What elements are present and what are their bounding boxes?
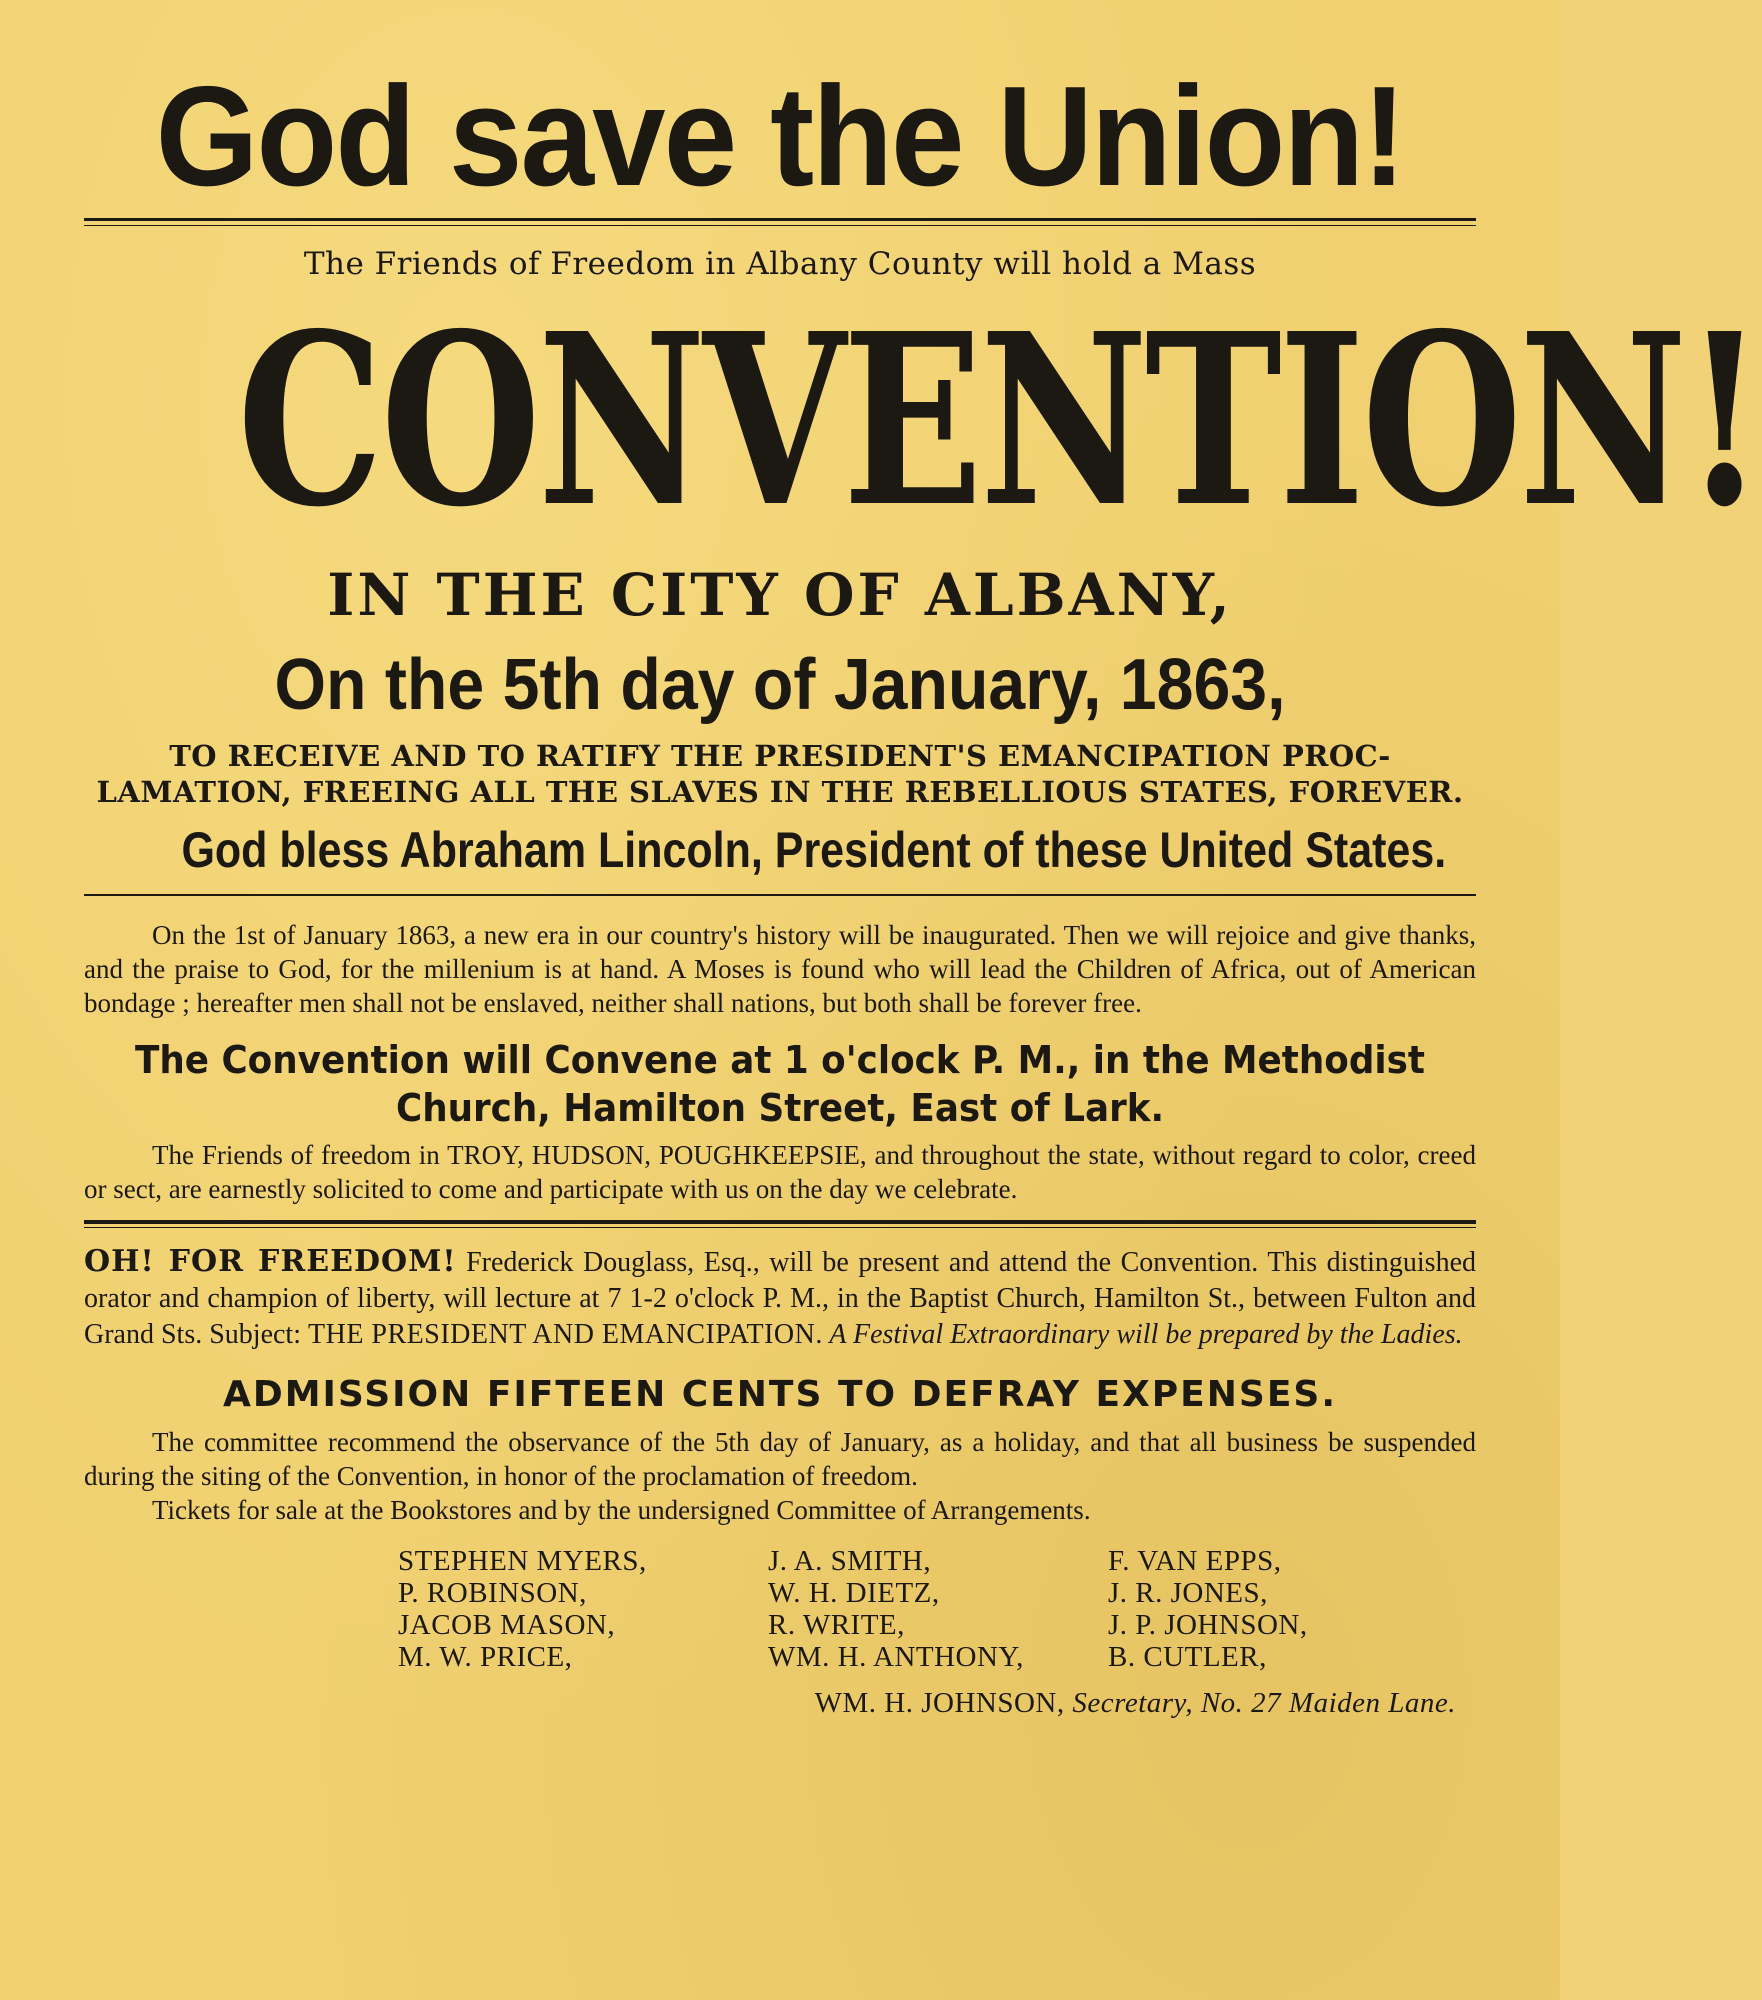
purpose-line-2: LAMATION, FREEING ALL THE SLAVES IN THE REBELLIOUS STATES, FOREVER. [96,775,1464,809]
secretary-line [84,1687,1476,1719]
committee-column [398,1545,768,1673]
douglass-body: Frederick Douglass, Esq., will be present and attend the Convention. This distinguished orator and champion of liberty, will lecture at 7 1-2 o'clock P. M., in the Baptist Church, Hamilton St., between Fulton and Grand Sts. Subject: [84,1247,1477,1350]
committee-member: J. A. SMITH, [768,1545,932,1577]
poster-headline: God save the Union! [155,57,1405,216]
convention-title: CONVENTION! [237,281,1762,559]
admission-notice: ADMISSION FIFTEEN CENTS TO DEFRAY EXPENSES. [222,1374,1338,1415]
committee-member: B. CUTLER, [1108,1641,1267,1673]
section-divider-1 [84,894,1476,896]
committee-member: M. W. PRICE, [398,1641,573,1673]
section-divider-2 [84,1220,1476,1228]
committee-member: STEPHEN MYERS, [398,1545,647,1577]
convene-notice: The Convention will Convene at 1 o'clock P. M., in the Methodist Church, Hamilton Street, East of Lark. [135,1038,1425,1130]
lecture-subject: THE PRESIDENT AND EMANCIPATION. [308,1319,823,1350]
committee-list [398,1545,1476,1673]
date-line: On the 5th day of January, 1863, [274,645,1286,725]
committee-column [1108,1545,1448,1673]
festival-note: A Festival Extraordinary will be prepared by the Ladies. [822,1319,1463,1350]
douglass-paragraph [84,1244,1476,1353]
committee-member: J. R. JONES, [1108,1577,1268,1609]
tickets-line: Tickets for sale at the Bookstores and by the undersigned Committee of Arrangements. [152,1495,1091,1525]
committee-member: W. H. DIETZ, [768,1577,940,1609]
committee-member: J. P. JOHNSON, [1108,1609,1308,1641]
committee-member: F. VAN EPPS, [1108,1545,1282,1577]
city-line: IN THE CITY OF ALBANY, [327,561,1233,629]
committee-column [768,1545,1108,1673]
headline-divider [84,218,1476,226]
new-era-paragraph: On the 1st of January 1863, a new era in our country's history will be inaugurated. Then we will rejoice and give thanks, and the praise to God, for the millenium is at hand. A Moses is found who will lead the Children of Africa, out of American bondage ; hereafter men shall not be enslaved, neither shall nations, but both shall be forever free. [84,920,1476,1018]
committee-member: WM. H. ANTHONY, [768,1641,1024,1673]
committee-member: P. ROBINSON, [398,1577,587,1609]
friends-paragraph: The Friends of freedom in TROY, HUDSON, POUGHKEEPSIE, and throughout the state, without regard to color, creed or sect, are earnestly solicited to come and participate with us on the day we celebrate. [84,1140,1476,1204]
secretary-title: Secretary, No. 27 Maiden Lane. [1064,1687,1456,1719]
secretary-name: WM. H. JOHNSON, [814,1687,1065,1719]
purpose-line-1: TO RECEIVE AND TO RATIFY THE PRESIDENT'S EMANCIPATION PROC- [169,739,1391,773]
blessing-line: God bless Abraham Lincoln, President of these United States. [181,822,1447,878]
intro-line: The Friends of Freedom in Albany County will hold a Mass [303,246,1257,282]
committee-member: R. WRITE, [768,1609,905,1641]
holiday-paragraph: The committee recommend the observance of the 5th day of January, as a holiday, and that all business be suspended during the siting of the Convention, in honor of the proclamation of freedom. [84,1427,1476,1491]
douglass-lead: OH! FOR FREEDOM! [84,1244,457,1279]
purpose-text [84,738,1476,810]
committee-member: JACOB MASON, [398,1609,616,1641]
